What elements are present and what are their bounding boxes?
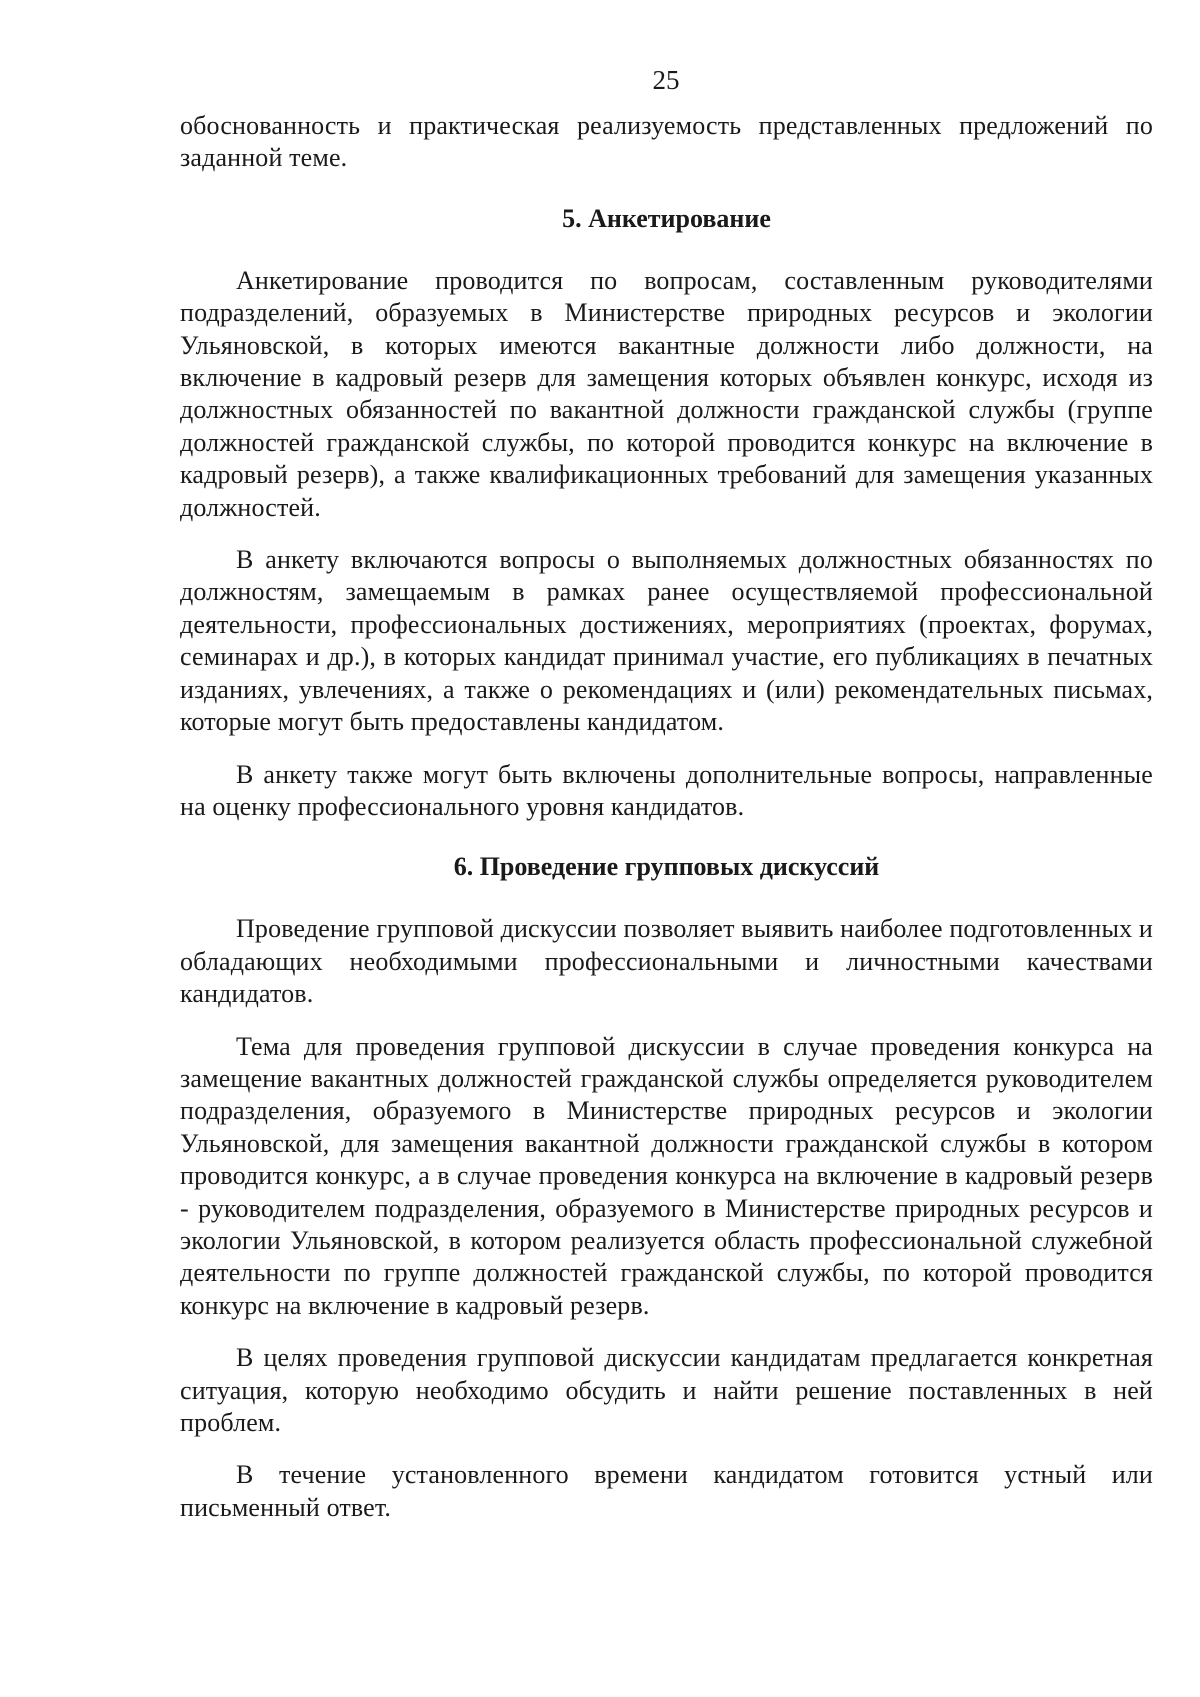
section-6-paragraph-3: В целях проведения групповой дискуссии кандидатам предлагается конкретная ситуация, которую необходимо обсудить и найти решение поставленных в ней проблем. xyxy=(180,1343,1153,1437)
document-body xyxy=(180,110,1153,1524)
section-6-paragraph-2: Тема для проведения групповой дискуссии в случае проведения конкурса на замещение вакантных должностей гражданской службы определяется руководителем подразделения, образуемого в Министерстве природных ресурсов и экологии Ульяновской, для замещения вакантной должности гражданской службы в котором проводится конкурс, а в случае проведения конкурса на включение в кадровый резерв - руководителем подразделения, образуемого в Министерстве природных ресурсов и экологии Ульяновской, в котором реализуется область профессиональной служебной деятельности по группе должностей гражданской службы, по которой проводится конкурс на включение в кадровый резерв. xyxy=(180,1031,1153,1320)
section-5-paragraph-3: В анкету также могут быть включены дополнительные вопросы, направленные на оценку профессионального уровня кандидатов. xyxy=(180,759,1153,821)
intro-paragraph: обоснованность и практическая реализуемость представленных предложений по заданной теме. xyxy=(180,111,1153,173)
section-5-paragraph-1: Анкетирование проводится по вопросам, составленным руководителями подразделений, образуемых в Министерстве природных ресурсов и экологии Ульяновской, в которых имеются вакантные должности либо должности, на включение в кадровый резерв для замещения которых объявлен конкурс, исходя из должностных обязанностей по вакантной должности гражданской службы (группе должностей гражданской службы, по которой проводится конкурс на включение в кадровый резерв), а также квалификационных требований для замещения указанных должностей. xyxy=(180,265,1153,522)
section-5-paragraph-2: В анкету включаются вопросы о выполняемых должностных обязанностях по должностям, замещаемым в рамках ранее осуществляемой профессиональной деятельности, профессиональных достижениях, мероприятиях (проектах, форумах, семинарах и др.), в которых кандидат принимал участие, его публикациях в печатных изданиях, увлечениях, а также о рекомендациях и (или) рекомендательных письмах, которые могут быть предоставлены кандидатом. xyxy=(180,545,1153,737)
section-6-paragraph-1: Проведение групповой дискуссии позволяет выявить наиболее подготовленных и обладающих необходимыми профессиональными и личностными качествами кандидатов. xyxy=(180,914,1153,1009)
section-5-heading: 5. Анкетирование xyxy=(562,203,771,233)
page-number: 25 xyxy=(652,65,680,95)
section-6-heading: 6. Проведение групповых дискуссий xyxy=(453,852,880,882)
section-6-paragraph-4: В течение установленного времени кандидатом готовится устный или письменный ответ. xyxy=(180,1460,1153,1522)
